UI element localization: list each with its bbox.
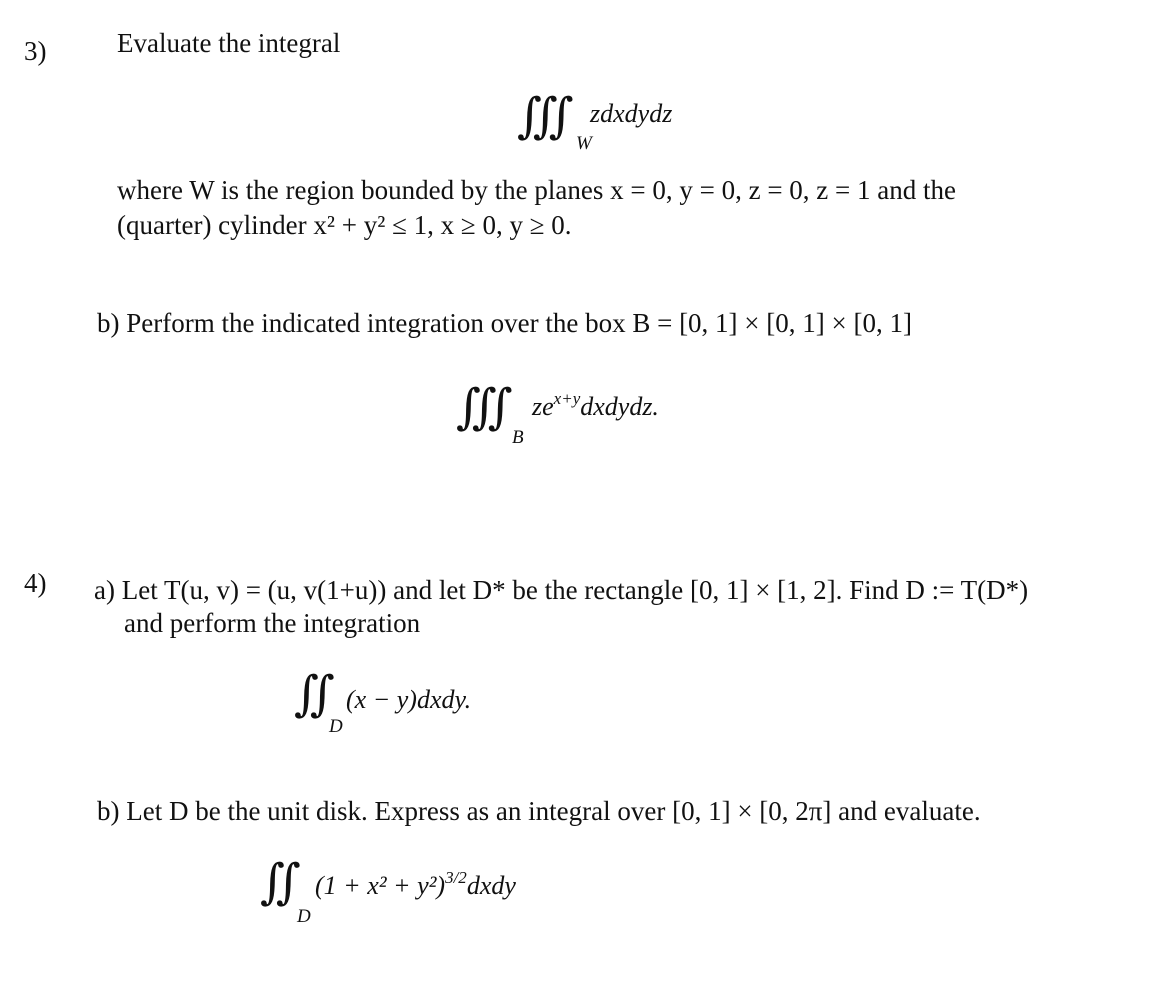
problem-4b-statement: b) Let D be the unit disk. Express as an integral over [0, 1] × [0, 2π] and evaluate.: [97, 796, 981, 826]
integrand-b: [532, 389, 659, 422]
problem-3b-statement: b) Perform the indicated integration over the box B = [0, 1] × [0, 1] × [0, 1]: [97, 308, 912, 338]
integral-region-disk: D: [297, 906, 311, 927]
problem-3-intro: Evaluate the integral: [117, 28, 341, 58]
problem-3-number: 3): [24, 36, 47, 66]
region-description-line2: (quarter) cylinder x² + y² ≤ 1, x ≥ 0, y ≥ 0.: [117, 210, 572, 240]
double-integral-sign: ∬: [294, 666, 335, 722]
double-integral-sign: ∬: [260, 854, 301, 910]
integrand-b-exponent: x+y: [553, 389, 581, 408]
problem-4-number: 4): [24, 568, 47, 598]
problem-4a-statement-line2: and perform the integration: [124, 608, 421, 638]
triple-integral-sign: ∭: [517, 88, 574, 144]
triple-integral-b: [456, 379, 513, 435]
double-integral-disk: [260, 854, 301, 910]
double-integral-d: [294, 666, 335, 722]
integrand-d: (x − y)dxdy.: [346, 685, 472, 714]
integrand-disk-base: (1 + x² + y²): [315, 871, 446, 900]
triple-integral-sign: ∭: [456, 379, 513, 435]
integrand-b-base: ze: [532, 392, 554, 421]
integral-region-w: W: [576, 133, 592, 154]
integral-region-d: D: [329, 716, 343, 737]
integrand-disk: [315, 868, 516, 901]
integrand-disk-differentials: dxdy: [466, 871, 516, 900]
problem-4a-statement-line1: a) Let T(u, v) = (u, v(1+u)) and let D* be the rectangle [0, 1] × [1, 2]. Find D := T(D*): [94, 575, 1029, 605]
integrand-b-differentials: dxdydz.: [580, 392, 659, 421]
region-description-line1: where W is the region bounded by the planes x = 0, y = 0, z = 0, z = 1 and the: [117, 175, 956, 205]
integrand-disk-exponent: 3/2: [445, 868, 467, 887]
integral-region-b: B: [512, 427, 524, 448]
triple-integral-w: [517, 88, 574, 144]
integrand-w: zdxdydz: [590, 99, 673, 128]
